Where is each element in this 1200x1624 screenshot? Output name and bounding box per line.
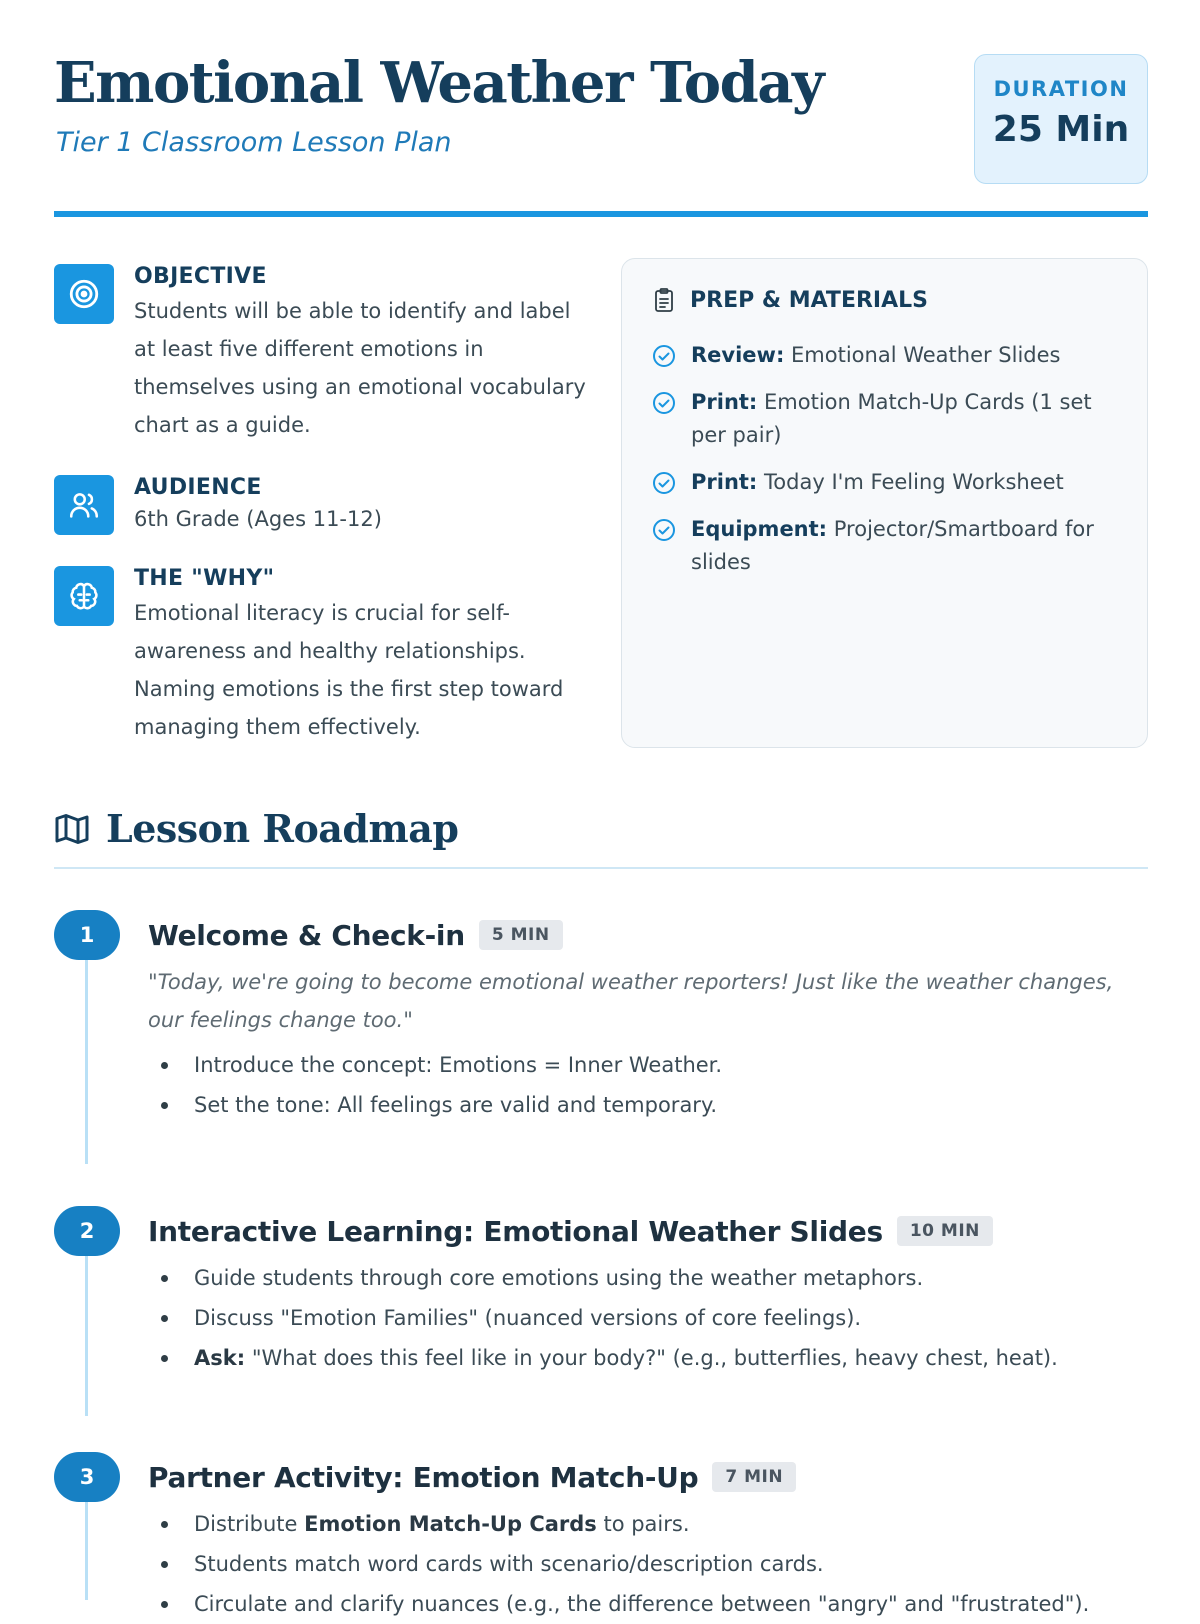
check-circle-icon (652, 344, 676, 368)
step-bullet-text: Distribute (194, 1512, 305, 1536)
header-divider (54, 211, 1148, 217)
step-bullet (148, 1045, 1148, 1085)
why-heading: THE "WHY" (134, 566, 275, 591)
materials-card (621, 258, 1148, 748)
audience-text: 6th Grade (Ages 11-12) (134, 507, 382, 531)
step-number: 1 (54, 910, 120, 960)
materials-item-label: Print: (691, 390, 758, 414)
check-circle-icon (652, 391, 676, 415)
lesson-plan-page (54, 0, 1148, 1616)
step-bullet (148, 1085, 1148, 1125)
roadmap-step (54, 1206, 1148, 1416)
audience-block (54, 475, 594, 545)
step-bullet-lead: Ask: (194, 1346, 246, 1370)
step-duration-badge: 7 MIN (712, 1462, 796, 1492)
step-bullet (148, 1504, 1148, 1544)
check-circle-icon (652, 518, 676, 542)
duration-value: 25 Min (992, 109, 1130, 150)
objective-block (54, 264, 594, 444)
map-icon (54, 812, 90, 846)
step-quote: "Today, we're going to become emotional weather reporters! Just like the weather changes, our feelings change too." (148, 970, 1114, 1032)
step-bullet (148, 1298, 1148, 1338)
page-subtitle: Tier 1 Classroom Lesson Plan (56, 127, 452, 158)
target-icon (54, 264, 114, 324)
timeline-line (85, 954, 88, 1164)
step-number: 3 (54, 1452, 120, 1502)
users-icon (54, 475, 114, 535)
materials-item-text: Emotion Match-Up Cards (1 set per pair) (691, 390, 1092, 447)
why-block (54, 566, 594, 746)
roadmap-step (54, 910, 1148, 1170)
duration-label: DURATION (993, 77, 1129, 101)
step-bullet-text: "What does this feel like in your body?" (e.g., butterflies, heavy chest, heat). (251, 1346, 1058, 1370)
step-bullet (148, 1338, 1148, 1378)
clipboard-icon (652, 287, 676, 313)
step-bullet-text: Guide students through core emotions using the weather metaphors. (194, 1266, 924, 1290)
step-bullet-text: Discuss "Emotion Families" (nuanced versions of core feelings). (194, 1306, 862, 1330)
materials-list (652, 339, 1102, 593)
brain-icon (54, 566, 114, 626)
step-bullets (148, 1504, 1148, 1624)
check-circle-icon (652, 471, 676, 495)
duration-box (974, 54, 1148, 184)
step-bullets (148, 1258, 1148, 1378)
materials-item (652, 466, 1102, 499)
page-title: Emotional Weather Today (54, 50, 824, 116)
step-duration-badge: 10 MIN (897, 1216, 993, 1246)
step-number: 2 (54, 1206, 120, 1256)
step-title: Interactive Learning: Emotional Weather Slides (148, 1214, 883, 1248)
step-duration-badge: 5 MIN (479, 920, 563, 950)
roadmap-heading (54, 806, 458, 851)
timeline-line (85, 1496, 88, 1600)
objective-heading: OBJECTIVE (134, 264, 267, 289)
roadmap-title: Lesson Roadmap (106, 806, 459, 851)
step-bullet-text: to pairs. (596, 1512, 690, 1536)
step-bullets (148, 1045, 1148, 1125)
step-bullet-text: Circulate and clarify nuances (e.g., the difference between "angry" and "frustrated"). (194, 1592, 1090, 1616)
materials-item (652, 386, 1102, 452)
materials-item-text: Today I'm Feeling Worksheet (764, 470, 1064, 494)
materials-item-text: Emotional Weather Slides (791, 343, 1061, 367)
materials-item-label: Print: (691, 470, 758, 494)
audience-heading: AUDIENCE (134, 475, 262, 500)
step-title: Partner Activity: Emotion Match-Up (148, 1460, 699, 1494)
materials-item (652, 513, 1102, 579)
step-bullet-text: Set the tone: All feelings are valid and temporary. (194, 1093, 718, 1117)
step-bullet-bold: Emotion Match-Up Cards (304, 1512, 597, 1536)
materials-heading (652, 287, 928, 313)
materials-item-label: Review: (691, 343, 785, 367)
materials-item (652, 339, 1102, 372)
materials-item-label: Equipment: (691, 517, 828, 541)
timeline-line (85, 1250, 88, 1416)
step-bullet-text: Introduce the concept: Emotions = Inner Weather. (194, 1053, 723, 1077)
roadmap-divider (54, 867, 1148, 869)
objective-text: Students will be able to identify and label at least five different emotions in themselves using an emotional vocabulary chart as a guide. (134, 299, 586, 437)
step-bullet (148, 1258, 1148, 1298)
why-text: Emotional literacy is crucial for self-awareness and healthy relationships. Naming emotions is the first step toward managing them effectively. (134, 601, 564, 739)
materials-item-text: Projector/Smartboard for slides (691, 517, 1094, 574)
step-bullet (148, 1584, 1148, 1624)
step-bullet-text: Students match word cards with scenario/description cards. (194, 1552, 824, 1576)
roadmap-step (54, 1452, 1148, 1616)
materials-heading-text: PREP & MATERIALS (690, 287, 928, 313)
step-bullet (148, 1544, 1148, 1584)
step-title: Welcome & Check-in (148, 918, 465, 952)
